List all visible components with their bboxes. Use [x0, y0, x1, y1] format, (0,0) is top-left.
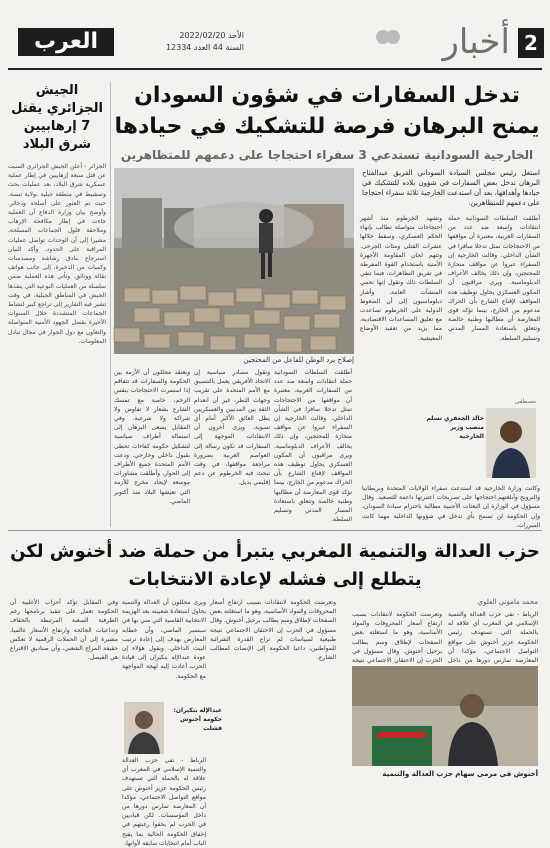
- second-column-3b: الرباط - نفى حزب العدالة والتنمية الإسلامي في المغرب أي علاقة له بالحملة التي تستهدف رئيس الحكومة عزيز أخنوش على مواقع التواصل الاجتماعي، مؤكدا أن المعارضة تمارس دورها من داخل المؤسسات. لكن قياديين في الحزب لم يخفوا رغبتهم في إخفاق الحكومة الحالية بما يفتح الباب أمام انتخابات سابقة لأوانها.: [122, 757, 206, 847]
- article-column-3: ويعتقد محللون أن الأزمة بين الحكومة والسفارات قد تتفاقم إذا استمرت الاحتجاجات بنفس الزخم، خاصة مع تمسك الشارع بشعار لا تفاوض ولا شراكة ولا شرعية. وفي المقابل يسعى البرهان إلى استمالة أطراف سياسية لتشكيل حكومة كفاءات تحظى بقبول داخلي وخارجي. ودعت الأمم المتحدة جميع الأطراف إلى الحوار، وأطلقت مشاورات موسعة لإيجاد مخرج للأزمة التي تعيشها البلاد منذ أكتوبر الماضي.: [114, 369, 190, 505]
- page-header: [0, 0, 550, 72]
- section-name: أخبار: [442, 22, 510, 62]
- second-column-1: الرباط - نفى حزب العدالة والتنمية الإسلامي في المغرب أي علاقة له بالحملة التي تستهدف رئيس الحكومة عزيز أخنوش على مواقع التواصل الاجتماعي، مؤكدا أن المعارضة تمارس دورها من داخل: [448, 611, 538, 665]
- akhannouch-photo-caption: أخنوش في مرمى سهام حزب العدالة والتنمية: [382, 770, 538, 778]
- sidebar-article: [8, 82, 106, 522]
- sidebar-body: الجزائر - أعلن الجيش الجزائري السبت عن قتل سبعة إرهابيين في إطار عملية عسكرية شرق البلاد، بعد عمليات بحث وتمشيط في منطقة جبلية بولاية تبسة، حيث تم العثور على أسلحة وذخائر. وأوضح بيان وزارة الدفاع أن العملية جاءت في إطار مكافحة الإرهاب وملاحقة فلول الجماعات المسلحة، مشيرا إلى أن الوحدات تواصل عمليات المراقبة على الحدود. وأكد البيان استرجاع بنادق رشاشة ومسدسات وكميات من الذخيرة، إلى جانب هواتف نقالة ووثائق. وتأتي هذه العملية ضمن سلسلة من العمليات النوعية التي ينفذها الجيش في المناطق الجبلية، في وقت تشير فيه التقارير إلى تراجع كبير لنشاط الجماعات المتشددة خلال السنوات الأخيرة بفضل الجهود الأمنية المتواصلة والتعاون مع دول الجوار في مجال تبادل المعلومات.: [8, 163, 106, 345]
- issue-meta: [124, 30, 244, 54]
- protest-photo-illustration: [114, 168, 354, 354]
- second-column-3: ويرى محللون أن العدالة والتنمية يحاول استعادة شعبيته بعد الهزيمة الانتخابية القاسية التي مني بها في سبتمبر الماضي، وأن خطابه المعارض يهدف إلى إعادة ترتيب البيت الداخلي. ويقول هؤلاء إن عودة عبدالإله بنكيران إلى قيادة الحزب أعادت إليه لهجة المواجهة مع الحكومة.: [122, 599, 206, 680]
- author-byline: محمد ماموني العلوي: [477, 598, 538, 606]
- article-column-4: وتقول مصادر سياسية إن الاتحاد الأفريقي يعمل بالتنسيق مع الأمم المتحدة على تقريب وجهات النظر، غير أن انعدام الثقة بين المدنيين والعسكريين يظل العائق الأكبر أمام أي تسوية. ويرى آخرون أن الانتقادات الموجهة إلى السفارات قد تكون رسالة إلى العواصم الغربية بضرورة مراجعة مواقفها، في وقت تبحث فيه الخرطوم عن دعم إقليمي بديل.: [194, 369, 270, 487]
- second-column-4: وفي المقابل تؤكد أحزاب الأغلبية أن الحكومة تعمل على تنفيذ برنامجها رغم الظرفية الصعبة المرتبطة بالجفاف وتداعيات الجائحة وارتفاع الأسعار عالميا، مشيرة إلى أن الحملات الرقمية لا تعكس حقيقة المزاج الشعبي، وأن صناديق الاقتراع هي الفيصل.: [10, 599, 118, 662]
- protest-photo: [114, 168, 354, 354]
- opinion-portrait: [124, 702, 164, 754]
- main-headline: تدخل السفارات في شؤون السودان يمنح البرهان فرصة للتشكيك في حيادها: [114, 83, 540, 139]
- newspaper-logo: العرب: [18, 28, 114, 56]
- portrait-label: مصطفى: [514, 398, 536, 405]
- portrait-caption: خالد الجعفري تسلم منصب وزير الخارجية: [426, 415, 484, 440]
- minister-portrait: [486, 408, 536, 478]
- issue-number: السنة 44 العدد 12334: [165, 43, 244, 52]
- main-subheadline: الخارجية السودانية تستدعي 3 سفراء احتجاجا على دعمهم للمتظاهرين: [120, 148, 534, 162]
- photo-caption: إصلاح يرد الوطن للفاعل من المحتجين: [243, 356, 354, 364]
- section-divider: [8, 530, 542, 531]
- article-column-2: وتشهد الخرطوم منذ أشهر احتجاجات متواصلة تطالب بإنهاء الحكم العسكري، وسقط خلالها عشرات القتلى ومئات الجرحى. وتتهم لجان المقاومة الأجهزة الأمنية باستخدام القوة المفرطة في تفريق التظاهرات، فيما تنفي السلطات ذلك وتقول إنها تحمي المنشآت العامة. وأشار دبلوماسيون إلى أن الضغوط الدولية على الخرطوم تصاعدت مع تعليق المساعدات الاقتصادية، مما يزيد من تعقيد الأوضاع المعيشية.: [360, 215, 442, 342]
- header-rule: [8, 68, 542, 70]
- akhannouch-photo: [352, 666, 538, 766]
- sidebar-headline: الجيش الجزائري يقتل 7 إرهابيين شرق البلاد: [11, 83, 103, 152]
- issue-date: الأحد 2022/02/20: [179, 31, 244, 40]
- opinion-caption: عبدالإله بنكيران: حكومة أخنوش فشلت: [173, 707, 222, 732]
- article-column-5: وكانت وزارة الخارجية قد استدعت سفراء الولايات المتحدة وبريطانيا والنرويج وأبلغتهم احتجاجها على تصريحات اعتبرتها داعمة للتصعيد. وقال مسؤول في الوزارة إن البعثات الأجنبية مطالبة باحترام سيادة السودان، وإن الحكومة لن تسمح بأي تدخل في شؤونها الداخلية مهما كانت المبررات.: [362, 485, 540, 529]
- article-column-1: أطلقت السلطات السودانية حملة انتقادات واسعة ضد عدد من السفارات الغربية، معتبرة أن مواقفها من الاحتجاجات تمثل تدخلا سافرا في الشأن الداخلي. وقالت الخارجية إن السفراء عبروا عن مواقف منحازة للمحتجين، وإن ذلك يخالف الأعراف الدبلوماسية. ويرى مراقبون أن المكون العسكري يحاول توظيف هذه المواقف لإقناع الشارع بأن الحراك مدعوم من الخارج، بينما تؤكد قوى المعارضة أن مطالبها وطنية خالصة وتتعلق باستعادة المسار المدني وتسليم السلطة.: [448, 215, 540, 342]
- article-column-3b: أطلقت السلطات السودانية حملة انتقادات واسعة ضد عدد من السفارات الغربية، معتبرة أن مواقفها من الاحتجاجات تمثل تدخلا سافرا في الشأن الداخلي. وقالت الخارجية إن السفراء عبروا عن مواقف منحازة للمحتجين، وإن ذلك يخالف الأعراف الدبلوماسية. ويرى مراقبون أن المكون العسكري يحاول توظيف هذه المواقف لإقناع الشارع بأن الحراك مدعوم من الخارج، بينما تؤكد قوى المعارضة أن مطالبها وطنية خالصة وتتعلق باستعادة المسار المدني وتسليم السلطة.: [274, 369, 352, 524]
- second-headline: حزب العدالة والتنمية المغربي يتبرأ من حملة ضد أخنوش لكن يتطلع إلى فشله لإعادة الانتخابات: [10, 541, 540, 590]
- column-divider: [110, 82, 111, 527]
- second-column-2: وتعرضت الحكومة لانتقادات بسبب ارتفاع أسعار المحروقات والمواد الأساسية، وهو ما استغلته بعض الصفحات لإطلاق وسم يطالب برحيل أخنوش. وقال مسؤول في الحزب إن الاحتقان الاجتماعي نتيجة طبيعية لسياسات لم تراع القدرة الشرائية للمواطنين، داعيا الحكومة إلى الإنصات لمطالب الشارع.: [210, 599, 336, 662]
- main-lead: استغل رئيس مجلس السيادة السوداني الفريق عبدالفتاح البرهان تدخل بعض السفارات في شؤون بلاده للتشكيك في حيادها وأهدافها، بعد أن استدعت الخارجية ثلاثة سفراء احتجاجا على دعمهم للمتظاهرين.: [362, 169, 540, 207]
- quote-mark-icon: [386, 30, 400, 44]
- second-column-1b: وتعرضت الحكومة لانتقادات بسبب ارتفاع أسعار المحروقات والمواد الأساسية، وهو ما استغلته بعض الصفحات لإطلاق وسم يطالب برحيل أخنوش. وقال مسؤول في الحزب إن الاحتقان الاجتماعي نتيجة: [352, 611, 442, 665]
- page-number: 2: [518, 28, 544, 58]
